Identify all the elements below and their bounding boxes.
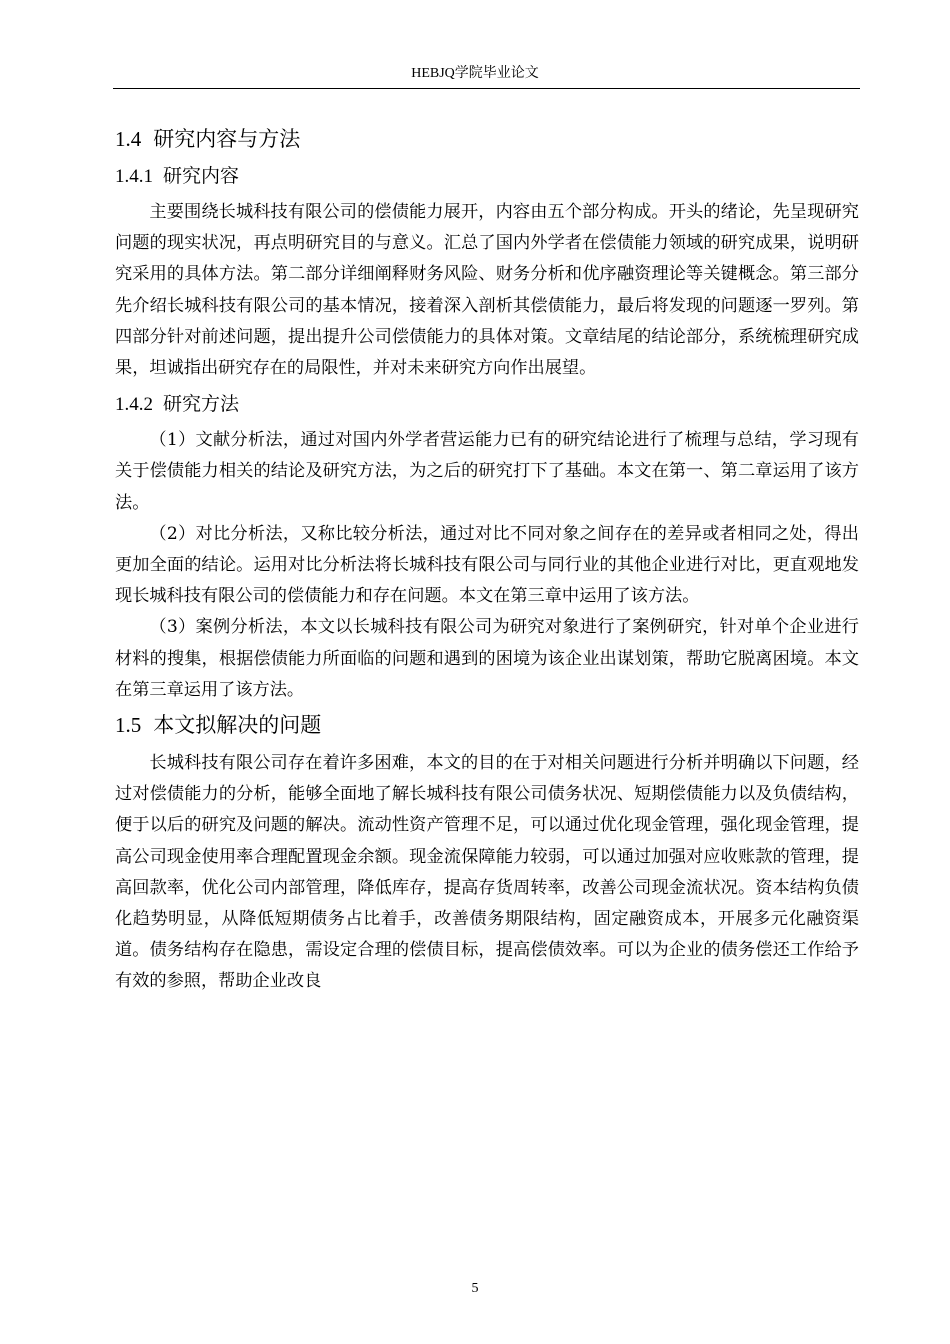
method-paragraph-1: （1）文献分析法，通过对国内外学者营运能力已有的研究结论进行了梳理与总结，学习现有关于偿债能力相关的结论及研究方法，为之后的研究打下了基础。本文在第一、第二章运用了该方法。 (115, 430, 859, 513)
subsection-number: 1.4.1 (115, 166, 153, 187)
section-1-5-heading (115, 710, 859, 740)
method-paragraph-2: （2）对比分析法，又称比较分析法，通过对比不同对象之间存在的差异或者相同之处，得出更加全面的结论。运用对比分析法将长城科技有限公司与同行业的其他企业进行对比，更直观地发现长城科技有限公司的偿债能力和存在问题。本文在第三章中运用了该方法。 (115, 523, 859, 607)
section-number: 1.5 (115, 713, 142, 738)
section-number: 1.4 (115, 127, 142, 151)
subsection-title: 研究内容 (163, 165, 240, 187)
section-title: 本文拟解决的问题 (153, 713, 322, 738)
section-title: 研究内容与方法 (153, 127, 301, 151)
problems-paragraph: 长城科技有限公司存在着许多困难，本文的目的在于对相关问题进行分析并明确以下问题，经过对偿债能力的分析，能够全面地了解长城科技有限公司债务状况、短期偿债能力以及负债结构，便于以后的研究及问题的解决。流动性资产管理不足，可以通过优化现金管理，强化现金管理，提高公司现金使用率合理配置现金余额。现金流保障能力较弱，可以通过加强对应收账款的管理，提高回款率，优化公司内部管理，降低库存，提高存货周转率，改善公司现金流状况。资本结构负债化趋势明显，从降低短期债务占比着手，改善债务期限结构，固定融资成本，开展多元化融资渠道。债务结构存在隐患，需设定合理的偿债目标，提高偿债效率。可以为企业的债务偿还工作给予有效的参照，帮助企业改良 (115, 753, 859, 992)
page-number: 5 (471, 1281, 479, 1296)
method-paragraph-3: （3）案例分析法，本文以长城科技有限公司为研究对象进行了案例研究，针对单个企业进行材料的搜集，根据偿债能力所面临的问题和遇到的困境为该企业出谋划策，帮助它脱离困境。本文在第三章运用了该方法。 (115, 617, 859, 700)
page-body (115, 120, 859, 998)
subsection-1-4-2-heading (115, 390, 859, 419)
research-content-paragraph: 主要围绕长城科技有限公司的偿债能力展开，内容由五个部分构成。开头的绪论，先呈现研究问题的现实状况，再点明研究目的与意义。汇总了国内外学者在偿债能力领域的研究成果，说明研究采用的具体方法。第二部分详细阐释财务风险、财务分析和优序融资理论等关键概念。第三部分先介绍长城科技有限公司的基本情况，接着深入剖析其偿债能力，最后将发现的问题逐一罗列。第四部分针对前述问题，提出提升公司偿债能力的具体对策。文章结尾的结论部分，系统梳理研究成果，坦诚指出研究存在的局限性，并对未来研究方向作出展望。 (115, 202, 859, 379)
running-header: HEBJQ学院毕业论文 (411, 66, 539, 81)
header-rule (113, 88, 860, 89)
subsection-title: 研究方法 (163, 393, 240, 416)
subsection-number: 1.4.2 (115, 394, 153, 416)
subsection-1-4-1-heading (115, 162, 859, 191)
section-1-4-heading (115, 124, 859, 154)
